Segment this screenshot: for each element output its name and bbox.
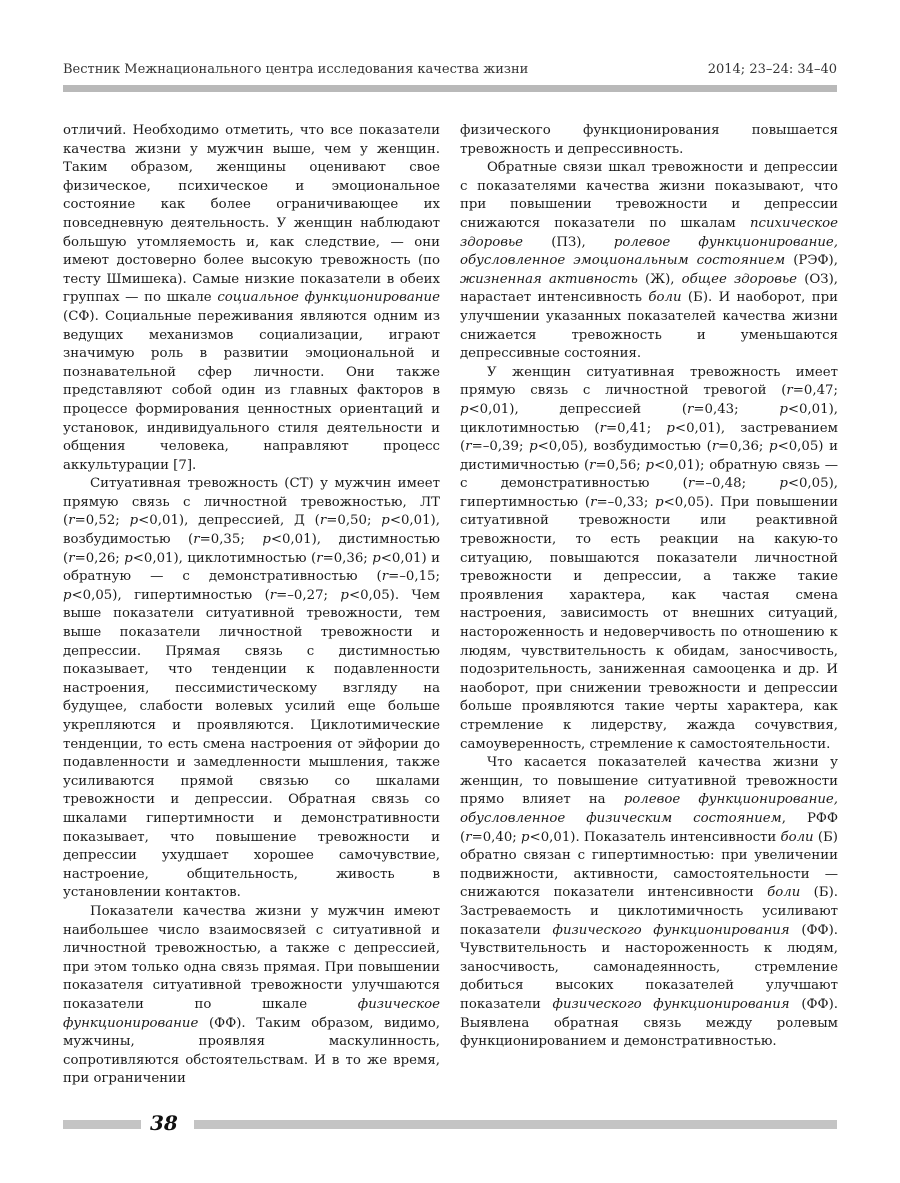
text-run: Ситуативная тревожность (СТ) у мужчин имеет прямую связь с личностной тревожностью, ЛТ ( bbox=[63, 476, 440, 529]
text-run: =–0,48; bbox=[694, 476, 780, 492]
text-run: (ФФ). Выявлена обратная связь между ролевым функционированием и демонстративностью. bbox=[460, 996, 839, 1050]
italic-run: p bbox=[655, 494, 664, 510]
text-run: <0,01), циклотимностью ( bbox=[460, 401, 838, 436]
italic-run: физического функционирования bbox=[552, 996, 790, 1012]
italic-run: боли bbox=[780, 829, 814, 845]
header-rule bbox=[63, 85, 837, 92]
running-header bbox=[63, 62, 837, 82]
text-run: <0,01), депрессией, Д ( bbox=[138, 513, 320, 529]
text-run: отличий. Необходимо отметить, что все показатели качества жизни у мужчин выше, чем у женщин. Таким образом, женщины оценивают свое физическое, психическое и эмоциональное состояние как более ограничивающее их повседневную деятельность. У женщин наблюдают большую утомляемость и, как следствие, — они имеют достоверно более высокую тревожность (по тесту Шмишека). Самые низкие показатели в обеих группах — по шкале bbox=[63, 123, 440, 306]
text-run: <0,05). При повышении ситуативной тревожности или реактивной тревожности, то есть реакции на какую-то ситуацию, повышаются показатели личностной тревожности и депрессии, а также такие проявления характера, как частая смена настроения, зависимость от внешних ситуаций, настороженность и недоверчивость по отношению к людям, чувствительность к обидам, заносчивость, подозрительность, заниженная самооценка и др. И наоборот, при снижении тревожности и депрессии больше проявляются такие черты характера, как стремление к лидерству, жажда сочувствия, самоуверенность, стремление к самостоятельности. bbox=[460, 494, 838, 752]
text-run: (Б). И наоборот, при улучшении указанных показателей качества жизни снижается тревожность и уменьшаются депрессивные состояния. bbox=[460, 290, 838, 362]
page-number: 38 bbox=[150, 1111, 178, 1135]
paragraph bbox=[63, 122, 440, 475]
text-run: <0,05), гипертимностью ( bbox=[71, 587, 270, 603]
text-run: =0,35; bbox=[199, 532, 263, 548]
footer-rule-left bbox=[63, 1120, 141, 1129]
italic-run: социальное функционирование bbox=[217, 290, 440, 306]
text-run: <0,01); обратную связь — с демонстративностью ( bbox=[460, 457, 838, 492]
italic-run: p bbox=[645, 457, 655, 473]
italic-run: p bbox=[521, 829, 530, 845]
text-run: (Б). Застреваемость и циклотимичность усиливают показатели bbox=[460, 885, 838, 938]
italic-run: p bbox=[124, 550, 133, 566]
italic-run: физического функционирования bbox=[552, 922, 790, 938]
italic-run: p bbox=[666, 420, 675, 436]
text-run: <0,01), дистимностью ( bbox=[63, 532, 440, 566]
italic-run: p bbox=[769, 439, 778, 455]
italic-run: r bbox=[316, 550, 323, 566]
italic-run: r bbox=[589, 457, 596, 473]
italic-run: r bbox=[687, 476, 695, 492]
italic-run: r bbox=[465, 439, 472, 455]
italic-run: жизненная активность bbox=[460, 271, 638, 287]
text-run: =0,36; bbox=[322, 550, 373, 566]
text-run: <0,01) и обратную — с демонстративностью ( bbox=[63, 550, 440, 585]
paragraph bbox=[460, 754, 838, 1052]
text-run: <0,01), циклотимностью ( bbox=[132, 550, 317, 566]
text-run: <0,05) и дистимичностью ( bbox=[460, 439, 838, 473]
footer-rule-right bbox=[194, 1120, 837, 1129]
italic-run: r bbox=[590, 494, 597, 510]
italic-run: r bbox=[68, 550, 75, 566]
journal-title: Вестник Межнационального центра исследования качества жизни bbox=[63, 62, 529, 77]
text-run: (ФФ). Таким образом, видимо, мужчины, проявляя маскулинность, сопротивляются обстоятельствам. И в то же время, при ограничении bbox=[63, 1015, 440, 1087]
text-run: <0,01), возбудимостью ( bbox=[63, 513, 440, 548]
italic-run: общее здоровье bbox=[681, 271, 798, 287]
text-run: <0,01), депрессией ( bbox=[468, 401, 688, 417]
text-run: (РЭФ), bbox=[785, 253, 838, 269]
text-run: (Б) обратно связан с гипертимностью: при увеличении подвижности, активности, самостоятельности — снижаются показатели интенсивности bbox=[460, 829, 838, 901]
text-run: =0,50; bbox=[326, 513, 382, 529]
italic-run: p bbox=[129, 513, 139, 529]
paragraph bbox=[460, 122, 838, 159]
italic-run: r bbox=[381, 569, 389, 585]
italic-run: r bbox=[68, 513, 75, 529]
italic-run: r bbox=[599, 420, 606, 436]
italic-run: r bbox=[319, 513, 327, 529]
text-run: =0,43; bbox=[693, 401, 780, 417]
text-run: <0,05). Чем выше показатели ситуативной тревожности, тем выше показатели личностной тревожности и депрессии. Прямая связь с дистимностью показывает, что тенденции к подавленности настроения, пессимистическому взгляду на будущее, слабости волевых усилий еще больше укрепляются и проявляются. Циклотимические тенденции, то есть смена настроения от эйфории до подавленности и замедленности мышления, также усиливаются прямой связью со шкалами тревожности и депрессии. Обратная связь со шкалами гипертимности и демонстративности показывает, что повышение тревожности и депрессии ухудшает хорошее самочувствие, настроение, общительность, живость в установлении контактов. bbox=[63, 587, 440, 901]
italic-run: ролевое функционирование, обусловленное эмоциональным состоянием bbox=[460, 234, 838, 269]
text-run: У женщин ситуативная тревожность имеет прямую связь с личностной тревогой ( bbox=[460, 364, 838, 399]
italic-run: боли bbox=[648, 290, 682, 306]
paragraph bbox=[460, 159, 838, 364]
text-run: физического функционирования повышается тревожность и депрессивность. bbox=[460, 123, 838, 157]
text-run: <0,01). Показатель интенсивности bbox=[529, 829, 781, 845]
italic-run: p bbox=[381, 513, 390, 529]
italic-run: ролевое функционирование, обусловленное физическим состоянием bbox=[460, 792, 838, 826]
text-run: <0,01), застреванием ( bbox=[460, 420, 838, 455]
italic-run: p bbox=[779, 401, 788, 417]
text-run: (СФ). Социальные переживания являются одним из ведущих механизмов социализации, играют значимую роль в развитии эмоциональной и познавательной сфер личности. Они также представляют собой один из главных факторов в процессе формирования ценностных ориентаций и установок, индивидуального стиля деятельности и общения человека, направляют процесс аккультурации [7]. bbox=[63, 308, 440, 473]
italic-run: p bbox=[529, 439, 538, 455]
right-column bbox=[460, 122, 838, 1122]
issue-citation: 2014; 23–24: 34–40 bbox=[707, 62, 837, 77]
text-run: =0,26; bbox=[74, 550, 125, 566]
italic-run: p bbox=[779, 476, 788, 492]
text-run: =0,41; bbox=[605, 420, 667, 436]
italic-run: психическое здоровье bbox=[460, 215, 838, 250]
text-run: (ОЗ), нарастает интенсивность bbox=[460, 271, 839, 306]
text-run: =0,40; bbox=[471, 829, 522, 845]
text-run: (ПЗ), bbox=[523, 234, 614, 250]
italic-run: p bbox=[460, 401, 469, 417]
text-run: Что касается показателей качества жизни у женщин, то повышение ситуативной тревожности прямо влияет на bbox=[460, 755, 838, 808]
italic-run: p bbox=[63, 587, 72, 603]
text-run: =0,36; bbox=[718, 439, 770, 455]
text-run: =0,47; bbox=[792, 383, 838, 399]
text-run: (Ж), bbox=[637, 271, 682, 287]
paragraph bbox=[460, 364, 838, 754]
text-run: =–0,33; bbox=[596, 494, 656, 510]
italic-run: r bbox=[269, 587, 277, 603]
italic-run: боли bbox=[767, 885, 801, 901]
italic-run: p bbox=[372, 550, 381, 566]
italic-run: r bbox=[465, 829, 472, 845]
left-column bbox=[63, 122, 440, 1122]
italic-run: r bbox=[193, 532, 200, 548]
italic-run: r bbox=[687, 401, 694, 417]
text-run: Показатели качества жизни у мужчин имеют наибольшее число взаимосвязей с ситуативной и личностной тревожностью, а также с депрессией, при этом только одна связь прямая. При повышении показателя ситуативной тревожности улучшаются показатели по шкале bbox=[63, 903, 440, 1012]
italic-run: r bbox=[711, 439, 719, 455]
text-run: =0,52; bbox=[74, 513, 130, 529]
text-run: =0,56; bbox=[595, 457, 646, 473]
text-run: =–0,15; bbox=[388, 569, 440, 585]
italic-run: физическое функционирование bbox=[63, 996, 440, 1031]
italic-run: p bbox=[262, 532, 271, 548]
italic-run: r bbox=[786, 383, 793, 399]
text-run: <0,05), возбудимостью ( bbox=[537, 439, 712, 455]
italic-run: p bbox=[340, 587, 349, 603]
text-run: <0,05), гипертимностью ( bbox=[460, 476, 838, 510]
text-run: (ФФ). Чувствительность и настороженность к людям, заносчивость, самонадеянность, стремление добиться высоких показателей улучшают показатели bbox=[460, 922, 839, 1012]
text-run: , РФФ ( bbox=[460, 810, 838, 845]
paragraph bbox=[63, 475, 440, 903]
text-run: =–0,27; bbox=[276, 587, 341, 603]
text-run: =–0,39; bbox=[471, 439, 530, 455]
text-run: Обратные связи шкал тревожности и депрессии с показателями качества жизни показывают, что при повышении тревожности и депрессии снижаются показатели по шкалам bbox=[460, 160, 838, 231]
paragraph bbox=[63, 903, 440, 1089]
